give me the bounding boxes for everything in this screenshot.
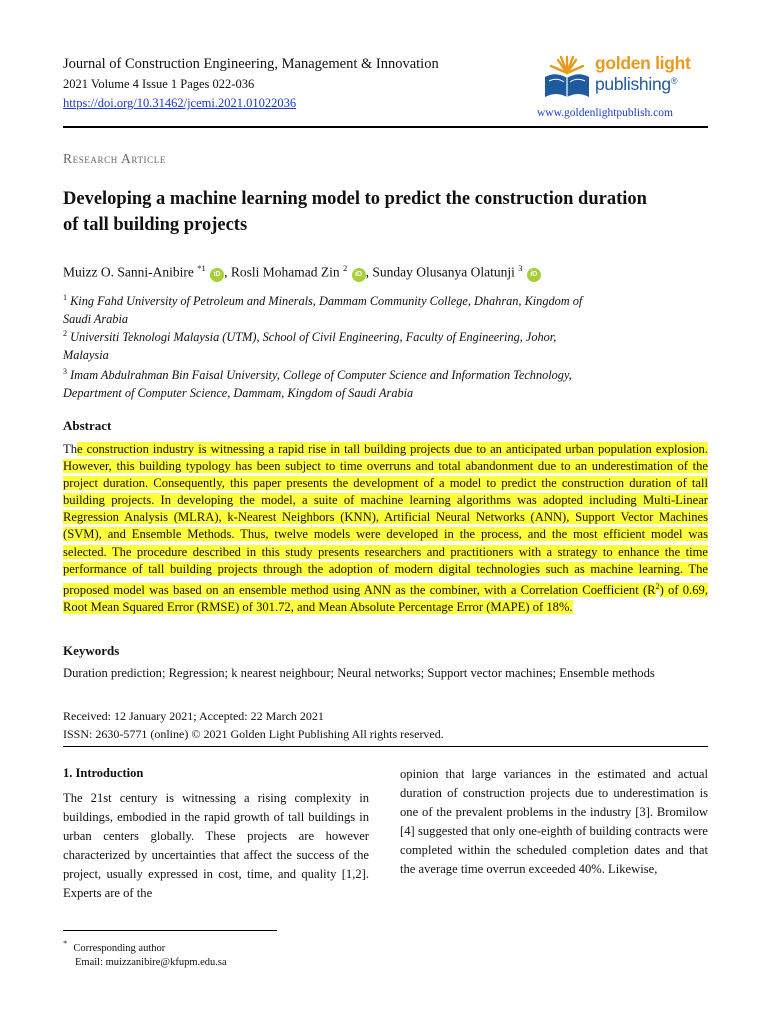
received-accepted: Received: 12 January 2021; Accepted: 22 March 2021 [63,709,324,723]
issn-copyright: ISSN: 2630-5771 (online) © 2021 Golden Light Publishing All rights reserved. [63,727,444,741]
orcid-icon[interactable]: iD [210,268,224,282]
author-superscript: *1 [197,263,206,273]
header-divider [63,126,708,128]
publisher-website-link[interactable]: www.goldenlightpublish.com [537,107,673,119]
orcid-icon[interactable]: iD [527,268,541,282]
introduction-left-column: The 21st century is witnessing a rising complexity in buildings, embodied in the rapid growth of tall buildings in urban centers globally. These projects are however characterized by uncertainties that affect the success of the project, usually expressed in cost, time, and quality [1,2]. Experts are of the [63,791,369,900]
publisher-name-line2: publishing [595,74,671,94]
keywords-heading: Keywords [63,643,120,658]
author-list: Muizz O. Sanni-Anibire $^{*1}$ iD , Rosli Mohamad Zin $^2$ iD , Sunday Olusanya Olatunji $^3$ iD [63,259,541,282]
affiliation-2: $^2$ Universiti Teknologi Malaysia (UTM), School of Civil Engineering, Faculty of Engineering, Johor, Malaysia [63,329,557,363]
doi-link[interactable]: https://doi.org/10.31462/jcemi.2021.01022036 [63,96,297,110]
author-name: Muizz O. Sanni-Anibire [63,264,194,280]
section-divider [63,746,708,747]
keywords-text: Duration prediction; Regression; k nearest neighbour; Neural networks; Support vector machines; Ensemble methods [63,666,655,680]
footnote-marker: * [63,938,68,948]
abstract-highlight: e construction industry is witnessing a rapid rise in tall building projects due to an anticipated urban population explosion. However, this building typology has been subject to time overruns and total abandonment due to an underestimation of the project duration. Consequently, this paper presents the development of a model to predict the construction duration of tall building projects. In developing the model, a suite of machine learning algorithms was adopted including Multi-Linear Regression Analysis (MLRA), k-Nearest Neighbors (KNN), Artificial Neural Networks (ANN), Support Vector Machines (SVM), and Ensemble Methods. Thus, twelve models were developed in the process, and the most efficient model was selected. The procedure described in this study presents researchers and practitioners with a strategy to enhance the time performance of tall building projects through the adoption of modern digital technologies such as machine learning. The proposed model was based on an ensemble method using ANN as the combiner, with a Correlation Coefficient (R [63,442,708,597]
affiliation-1: $^1$ King Fahd University of Petroleum and Minerals, Dammam Community College, Dhahran, Kingdom of Saudi Arabia [63,293,583,327]
registered-mark: ® [670,76,678,86]
affiliation-3: $^3$ Imam Abdulrahman Bin Faisal University, College of Computer Science and Information Technology, Department of Computer Science, Dammam, Kingdom of Saudi Arabia [63,367,572,401]
author-name: Rosli Mohamad Zin [230,264,340,280]
introduction-heading: 1. Introduction [63,766,144,780]
corresponding-email: Email: muizzanibire@kfupm.edu.sa [75,956,227,968]
footnote-divider [63,930,277,931]
introduction-right-column: opinion that large variances in the estimated and actual duration of construction projects due to underestimation is one of the prevalent problems in the industry [3]. Bromilow [4] suggested that only one-eighth of building contracts were completed within the scheduled completion dates and that the average time overrun exceeded 40%. Likewise, [400,767,708,876]
author-name: Sunday Olusanya Olatunji [372,264,515,280]
footnote-label: Corresponding author [73,942,166,954]
orcid-icon[interactable]: iD [352,268,366,282]
author-superscript: 3 [518,263,523,273]
article-type: Research Article [63,151,166,166]
abstract-body: The construction industry is witnessing a rapid rise in tall building projects due to an anticipated urban population explosion. However, this building typology has been subject to time overruns and total abandonment due to an underestimation of the project duration. Consequently, this paper presents the development of a model to predict the construction duration of tall building projects. In developing the model, a suite of machine learning algorithms was adopted including Multi-Linear Regression Analysis (MLRA), k-Nearest Neighbors (KNN), Artificial Neural Networks (ANN), Support Vector Machines (SVM), and Ensemble Methods. Thus, twelve models were developed in the process, and the most efficient model was selected. The procedure described in this study presents researchers and practitioners with a strategy to enhance the time performance of tall building projects through the adoption of modern digital technologies such as machine learning. The proposed model was based on an ensemble method using ANN as the combiner, with a Correlation Coefficient $(R^2)$ of 0.69, Root Mean Squared Error (RMSE) of 301.72, and Mean Absolute Percentage Error (MAPE) of 18%. [63,442,708,615]
paper-title: Developing a machine learning model to predict the construction duration of tall building projects [63,189,647,235]
article-dates [63,707,444,743]
author-superscript: 2 [342,263,348,273]
footnote [63,936,227,970]
abstract-heading: Abstract [63,418,112,433]
journal-name: Journal of Construction Engineering, Management & Innovation [63,56,439,72]
journal-issue: 2021 Volume 4 Issue 1 Pages 022-036 [63,77,255,91]
publisher-name-line1: golden light [595,53,691,73]
publisher-wordmark [595,54,691,93]
